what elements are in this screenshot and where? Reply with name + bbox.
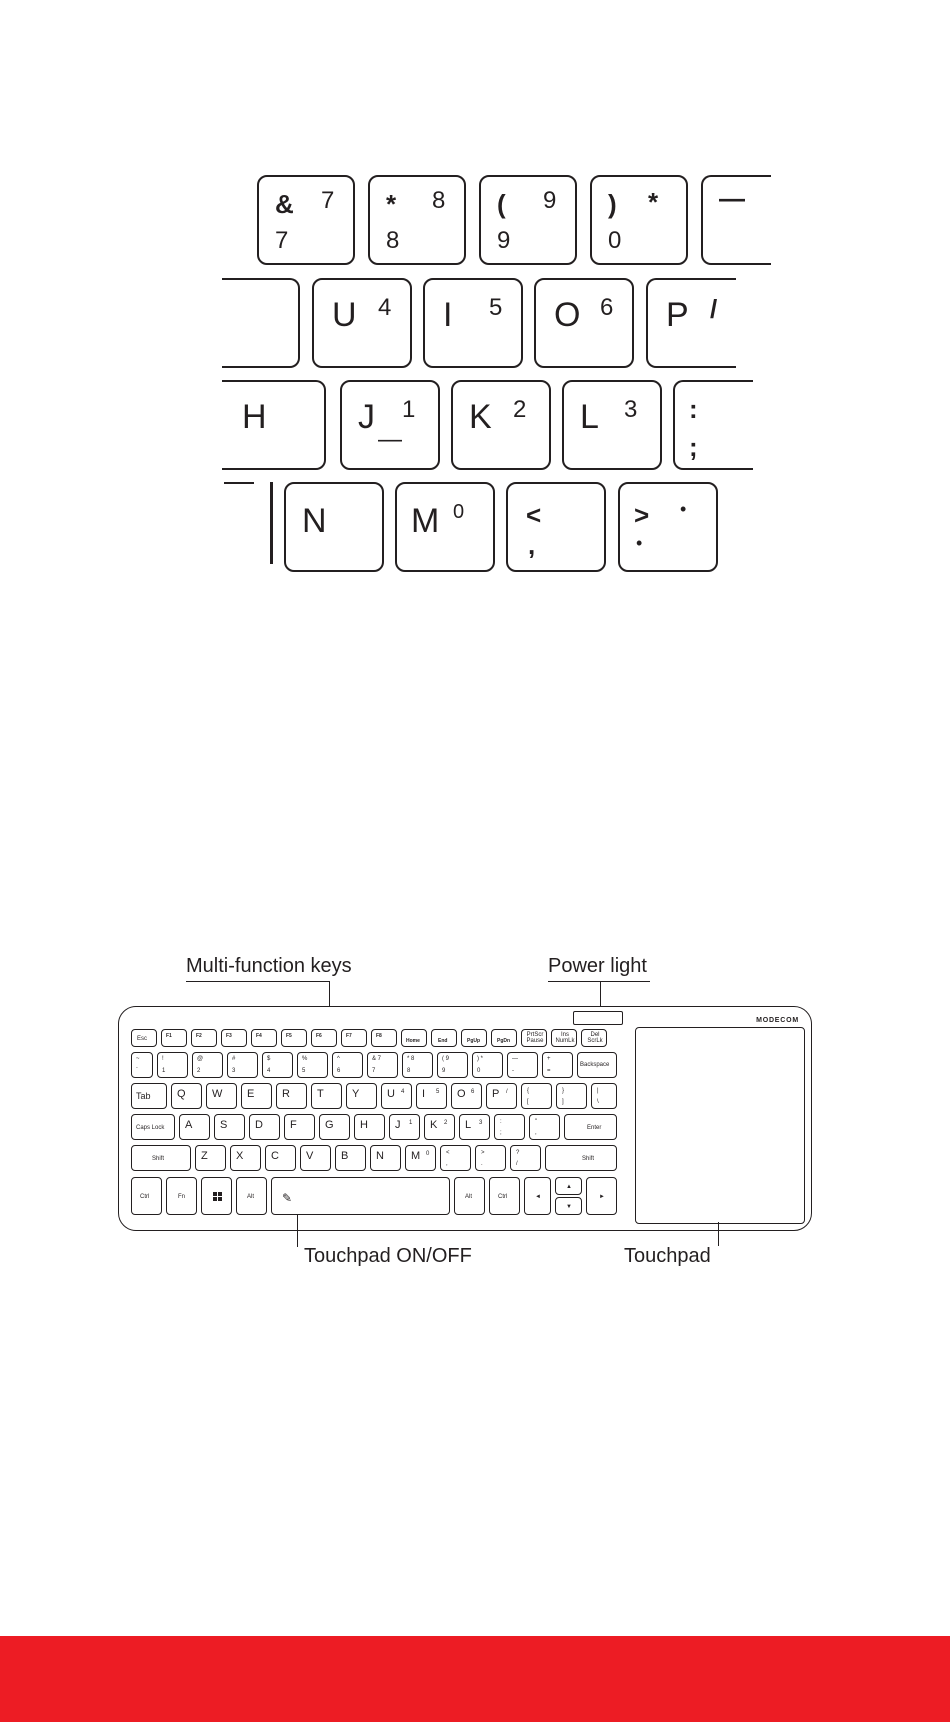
key-home: Home [401, 1029, 427, 1047]
key-u-numpad: 4 [378, 294, 392, 321]
key-u-small: U 4 [381, 1083, 412, 1109]
label-touchpad: Touchpad [624, 1245, 711, 1267]
key-o-letter: O [554, 296, 581, 334]
key-minus: — - [507, 1052, 538, 1078]
key-shift-right: Shift [545, 1145, 617, 1171]
callout-line-touchpad-onoff-h [297, 1246, 298, 1247]
key-less-than: < [526, 500, 542, 530]
key-ctrl-left: Ctrl [131, 1177, 162, 1215]
key-y-partial [222, 278, 300, 368]
key-o-small: O 6 [451, 1083, 482, 1109]
key-del: Del ScrLk [581, 1029, 607, 1047]
key-0-symbol: ) [608, 189, 617, 219]
touchpad-toggle-icon: ✎ [282, 1191, 293, 1205]
key-c: C [265, 1145, 296, 1171]
key-7-digit: 7 [275, 227, 289, 254]
key-windows [201, 1177, 232, 1215]
key-j [340, 380, 440, 470]
key-9 [479, 175, 577, 265]
key-p-letter: P [666, 296, 689, 334]
key-x: X [230, 1145, 261, 1171]
key-backslash: | \ [591, 1083, 617, 1109]
key-semicolon-partial [673, 380, 753, 470]
key-alt-left: Alt [236, 1177, 267, 1215]
key-i-small: I 5 [416, 1083, 447, 1109]
key-f1: F1 [161, 1029, 187, 1047]
key-9-digit: 9 [497, 227, 511, 254]
key-9-numpad: 9 [543, 187, 557, 214]
callout-line-multi-v [329, 981, 330, 1006]
key-minus-partial [701, 175, 771, 265]
key-k-small: K 2 [424, 1114, 455, 1140]
key-j-small: J 1 [389, 1114, 420, 1140]
key-8-numpad: 8 [432, 187, 446, 214]
label-touchpad-onoff: Touchpad ON/OFF [304, 1245, 472, 1267]
key-l-letter: L [580, 398, 599, 436]
key-l-small: L 3 [459, 1114, 490, 1140]
key-period [618, 482, 718, 572]
key-arrow-right: ► [586, 1177, 617, 1215]
key-f7: F7 [341, 1029, 367, 1047]
key-8-digit: 8 [386, 227, 400, 254]
label-multi-function-keys: Multi-function keys [186, 955, 352, 977]
key-semicolon-small: : ; [494, 1114, 525, 1140]
key-shift-left: Shift [131, 1145, 191, 1171]
key-f4: F4 [251, 1029, 277, 1047]
key-i-numpad: 5 [489, 294, 503, 321]
key-period-small: > . [475, 1145, 506, 1171]
key-o [534, 278, 634, 368]
key-minus-symbol: — [719, 183, 745, 213]
key-2: @ 2 [192, 1052, 223, 1078]
key-quote: " , [529, 1114, 560, 1140]
key-0-digit: 0 [608, 227, 622, 254]
key-slash: ? / [510, 1145, 541, 1171]
key-9-symbol: ( [497, 189, 506, 219]
key-k-letter: K [469, 398, 492, 436]
key-7 [257, 175, 355, 265]
key-comma-small: < , [440, 1145, 471, 1171]
key-p-partial [646, 278, 736, 368]
key-comma-char: , [528, 530, 536, 560]
key-e: E [241, 1083, 272, 1109]
key-l-numpad: 3 [624, 396, 638, 423]
key-enter: Enter [564, 1114, 617, 1140]
key-caps-lock: Caps Lock [131, 1114, 175, 1140]
key-7-numpad: 7 [321, 187, 335, 214]
key-k-numpad: 2 [513, 396, 527, 423]
key-v: V [300, 1145, 331, 1171]
key-bracket-left: { [ [521, 1083, 552, 1109]
key-f6: F6 [311, 1029, 337, 1047]
key-u-letter: U [332, 296, 357, 334]
key-4: $ 4 [262, 1052, 293, 1078]
key-y: Y [346, 1083, 377, 1109]
callout-line-touchpad [718, 1222, 719, 1246]
key-z: Z [195, 1145, 226, 1171]
key-m-small: M 0 [405, 1145, 436, 1171]
key-b: B [335, 1145, 366, 1171]
key-3: # 3 [227, 1052, 258, 1078]
key-ctrl-right: Ctrl [489, 1177, 520, 1215]
footer-red-band [0, 1636, 950, 1722]
key-f3: F3 [221, 1029, 247, 1047]
key-8 [368, 175, 466, 265]
touchpad-area [635, 1027, 805, 1224]
key-equals: + = [542, 1052, 573, 1078]
key-greater-than: > [634, 500, 650, 530]
key-arrow-down: ▼ [555, 1197, 582, 1215]
key-s: S [214, 1114, 245, 1140]
key-pgdn: PgDn [491, 1029, 517, 1047]
key-h: H [354, 1114, 385, 1140]
zoomed-keyboard-detail [0, 0, 950, 600]
key-5: % 5 [297, 1052, 328, 1078]
key-f2: F2 [191, 1029, 217, 1047]
key-7-small: & 7 7 [367, 1052, 398, 1078]
key-f: F [284, 1114, 315, 1140]
key-arrow-up: ▲ [555, 1177, 582, 1195]
key-w: W [206, 1083, 237, 1109]
key-6: ^ 6 [332, 1052, 363, 1078]
key-j-letter: J [358, 398, 375, 436]
key-f5: F5 [281, 1029, 307, 1047]
key-u [312, 278, 412, 368]
key-i [423, 278, 523, 368]
key-backspace: Backspace [577, 1052, 617, 1078]
key-alt-right: Alt [454, 1177, 485, 1215]
key-period-char: • [636, 533, 643, 553]
key-9-small: ( 9 9 [437, 1052, 468, 1078]
key-a: A [179, 1114, 210, 1140]
key-k [451, 380, 551, 470]
power-light-indicator [573, 1011, 623, 1025]
key-0-small: ) * 0 [472, 1052, 503, 1078]
key-arrow-left: ◄ [524, 1177, 551, 1215]
key-colon: : [689, 394, 698, 424]
key-spacebar [271, 1177, 450, 1215]
key-r: R [276, 1083, 307, 1109]
label-power-light: Power light [548, 955, 647, 977]
key-8-symbol: * [386, 189, 397, 219]
callout-line-power-v [600, 981, 601, 1006]
key-0 [590, 175, 688, 265]
key-h-partial [222, 380, 326, 470]
key-period-top-dot: • [680, 499, 687, 519]
keyboard-diagram [118, 1006, 812, 1231]
key-m [395, 482, 495, 572]
key-p-numpad: / [710, 294, 718, 324]
key-q: Q [171, 1083, 202, 1109]
key-h-letter: H [242, 398, 267, 436]
key-j-underscore: — [378, 426, 402, 453]
key-comma [506, 482, 606, 572]
brand-logo: MODECOM [756, 1017, 799, 1024]
key-f8: F8 [371, 1029, 397, 1047]
key-tab: Tab [131, 1083, 167, 1109]
key-esc: Esc [131, 1029, 157, 1047]
key-m-letter: M [411, 502, 440, 540]
key-n [284, 482, 384, 572]
key-8-small: * 8 8 [402, 1052, 433, 1078]
key-i-letter: I [443, 296, 453, 334]
key-j-numpad: 1 [402, 396, 416, 423]
key-prtscr: PrtScr Pause [521, 1029, 547, 1047]
key-n-letter: N [302, 502, 327, 540]
key-fn: Fn [166, 1177, 197, 1215]
key-0-numpad: * [648, 187, 659, 217]
key-g: G [319, 1114, 350, 1140]
key-7-symbol: & [275, 189, 294, 219]
key-ins: Ins NumLk [551, 1029, 577, 1047]
windows-logo-icon [213, 1192, 222, 1201]
key-n-small: N [370, 1145, 401, 1171]
key-m-numpad: 0 [453, 501, 465, 523]
callout-line-power [548, 981, 650, 982]
callout-line-touchpad-onoff [297, 1214, 298, 1246]
key-d: D [249, 1114, 280, 1140]
key-tilde: ~ ` [131, 1052, 153, 1078]
key-t: T [311, 1083, 342, 1109]
callout-line-multi [186, 981, 329, 982]
key-pgup: PgUp [461, 1029, 487, 1047]
key-semicolon: ; [689, 432, 698, 462]
key-1: ! 1 [157, 1052, 188, 1078]
key-bracket-right: } ] [556, 1083, 587, 1109]
key-o-numpad: 6 [600, 294, 614, 321]
key-l [562, 380, 662, 470]
key-end: End [431, 1029, 457, 1047]
key-p-small: P / [486, 1083, 517, 1109]
